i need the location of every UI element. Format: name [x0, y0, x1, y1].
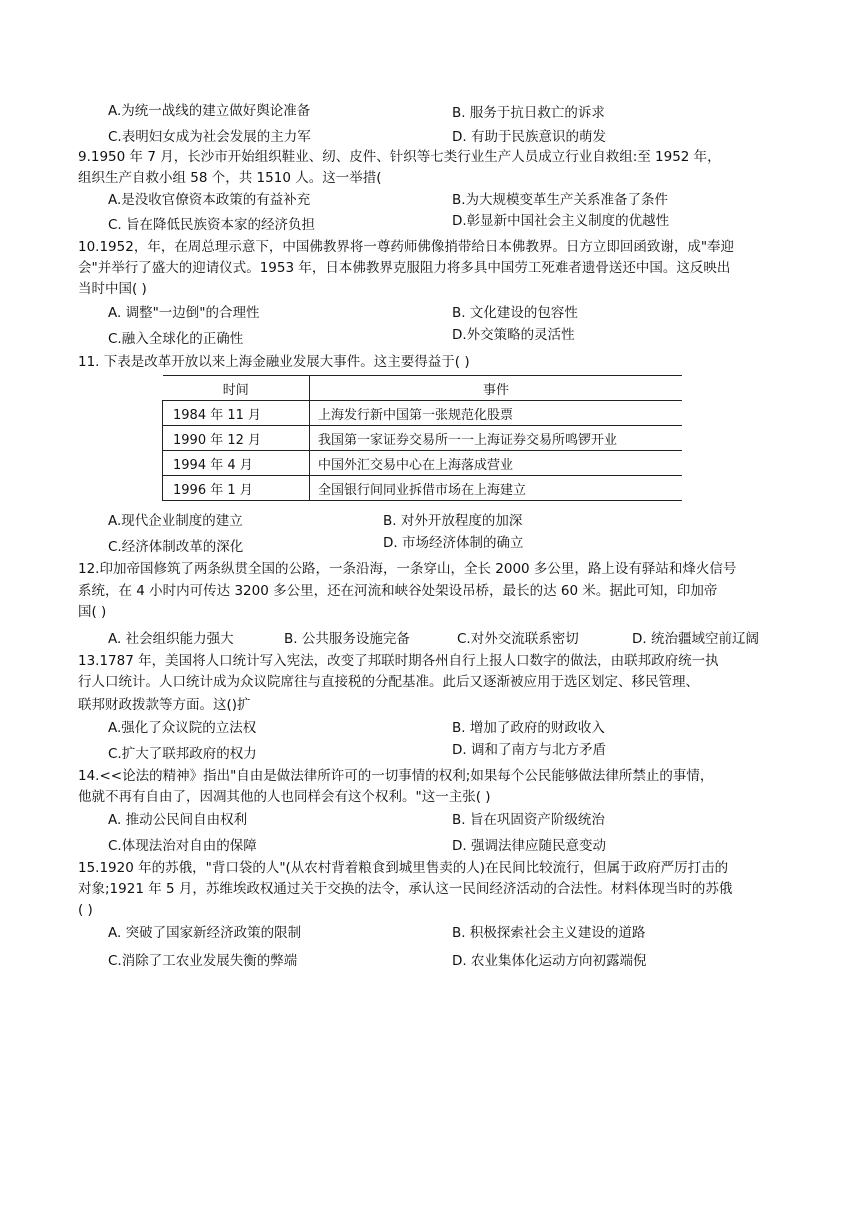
- table-cell-time: 1984 年 11 月: [163, 401, 310, 426]
- q12-option-b[interactable]: B. 公共服务设施完备: [284, 631, 410, 647]
- table-cell-time: 1994 年 4 月: [163, 451, 310, 476]
- q8-option-a[interactable]: A.为统一战线的建立做好舆论准备: [108, 103, 311, 119]
- table-cell-time: 1996 年 1 月: [163, 476, 310, 501]
- q8-option-d[interactable]: D. 有助于民族意识的萌发: [452, 129, 606, 145]
- q14-option-d[interactable]: D. 强调法律应随民意变动: [452, 838, 606, 854]
- q9-option-c[interactable]: C. 旨在降低民族资本家的经济负担: [108, 217, 316, 233]
- q13-stem-line-1: 13.1787 年，美国将人口统计写入宪法，改变了邦联时期各州自行上报人口数字的做法，由联邦政府统一执: [78, 653, 719, 669]
- table-header-time: 时间: [163, 376, 310, 401]
- table-cell-time: 1990 年 12 月: [163, 426, 310, 451]
- q14-stem-line-2: 他就不再有自由了，因凋其他的人也同样会有这个权利。"这一主张( ): [78, 789, 491, 805]
- q15-option-a[interactable]: A. 突破了国家新经济政策的限制: [108, 925, 302, 941]
- q13-option-b[interactable]: B. 增加了政府的财政收入: [452, 720, 605, 736]
- q13-option-a[interactable]: A.强化了众议院的立法权: [108, 720, 257, 736]
- q15-stem-line-3: ( ): [78, 902, 93, 918]
- q9-option-b[interactable]: B.为大规模变革生产关系准备了条件: [452, 192, 669, 208]
- q10-option-a[interactable]: A. 调整"一边倒"的合理性: [108, 305, 260, 321]
- q13-stem-line-3: 联邦财政拨款等方面。这()扩: [78, 697, 251, 713]
- q11-events-table: [162, 375, 682, 501]
- q14-option-b[interactable]: B. 旨在巩固资产阶级统治: [452, 812, 605, 828]
- q9-option-d[interactable]: D.彰显新中国社会主义制度的优越性: [452, 213, 670, 229]
- q15-stem-line-1: 15.1920 年的苏俄，"背口袋的人"(从农村背着粮食到城里售卖的人)在民间比较流行，但属于政府严厉打击的: [78, 860, 729, 876]
- q14-option-a[interactable]: A. 推动公民间自由权利: [108, 812, 248, 828]
- table-header-event: 事件: [310, 376, 683, 401]
- q9-option-a[interactable]: A.是没收官僚资本政策的有益补充: [108, 192, 311, 208]
- table-header-row: [163, 376, 683, 401]
- table-cell-event: 我国第一家证券交易所一一上海证券交易所鸣锣开业: [310, 426, 683, 451]
- q13-option-c[interactable]: C.扩大了联邦政府的权力: [108, 746, 257, 762]
- q10-option-b[interactable]: B. 文化建设的包容性: [452, 305, 578, 321]
- q13-stem-line-2: 行人口统计。人口统计成为众议院席往与直接税的分配基准。此后又逐渐被应用于选区划定、移民管理、: [78, 674, 699, 690]
- q10-stem-line-1: 10.1952，年，在周总理示意下，中国佛教界将一尊药师佛像捎带给日本佛教界。日方立即回函致谢，成"奉迎: [78, 239, 735, 255]
- q12-option-a[interactable]: A. 社会组织能力强大: [108, 631, 234, 647]
- table-row: [163, 426, 683, 451]
- q11-option-c[interactable]: C.经济体制改革的深化: [108, 539, 244, 555]
- q12-option-c[interactable]: C.对外交流联系密切: [457, 631, 579, 647]
- q15-option-c[interactable]: C.消除了工农业发展失衡的弊端: [108, 953, 298, 969]
- q10-stem-line-3: 当时中国( ): [78, 281, 147, 297]
- q9-stem-line-2: 组织生产自救小组 58 个，共 1510 人。这一举措(: [78, 170, 382, 186]
- q14-option-c[interactable]: C.体现法治对自由的保障: [108, 838, 257, 854]
- table-cell-event: 全国银行间同业拆借市场在上海建立: [310, 476, 683, 501]
- q12-option-d[interactable]: D. 统治疆域空前辽阔: [632, 631, 759, 647]
- q13-option-d[interactable]: D. 调和了南方与北方矛盾: [452, 742, 606, 758]
- q10-option-c[interactable]: C.融入全球化的正确性: [108, 331, 244, 347]
- q11-option-a[interactable]: A.现代企业制度的建立: [108, 513, 243, 529]
- q10-option-d[interactable]: D.外交策略的灵活性: [452, 327, 575, 343]
- q11-stem: 11. 下表是改革开放以来上海金融业发展大事件。这主要得益于( ): [78, 354, 470, 370]
- q11-option-b[interactable]: B. 对外开放程度的加深: [383, 513, 523, 529]
- q12-stem-line-2: 系统，在 4 小时内可传达 3200 多公里，还在河流和峡谷处架设吊桥，最长的达 60 米。据此可知，印加帝: [78, 583, 718, 599]
- q12-stem-line-3: 国( ): [78, 604, 107, 620]
- q10-stem-line-2: 会"并举行了盛大的迎请仪式。1953 年，日本佛教界克服阻力将多具中国劳工死难者遗骨送还中国。这反映出: [78, 260, 731, 276]
- table-row: [163, 401, 683, 426]
- q15-option-d[interactable]: D. 农业集体化运动方向初露端倪: [452, 953, 647, 969]
- q9-stem-line-1: 9.1950 年 7 月，长沙市开始组织鞋业、纫、皮件、针织等七类行业生产人员成立行业自救组:至 1952 年，: [78, 149, 721, 165]
- table-cell-event: 上海发行新中国第一张规范化股票: [310, 401, 683, 426]
- q14-stem-line-1: 14.<<论法的精神》指出"自由是做法律所许可的一切事情的权利;如果每个公民能够做法律所禁止的事情，: [78, 768, 714, 784]
- q15-stem-line-2: 对象;1921 年 5 月，苏维埃政权通过关于交换的法令，承认这一民间经济活动的合法性。材料体现当时的苏俄: [78, 881, 733, 897]
- q8-option-c[interactable]: C.表明妇女成为社会发展的主力军: [108, 129, 311, 145]
- q15-option-b[interactable]: B. 积极探索社会主义建设的道路: [452, 925, 646, 941]
- q8-option-b[interactable]: B. 服务于抗日救亡的诉求: [452, 105, 605, 121]
- table-cell-event: 中国外汇交易中心在上海落成营业: [310, 451, 683, 476]
- q11-option-d[interactable]: D. 市场经济体制的确立: [383, 535, 524, 551]
- table-row: [163, 476, 683, 501]
- table-row: [163, 451, 683, 476]
- q12-stem-line-1: 12.印加帝国修筑了两条纵贯全国的公路，一条沿海，一条穿山，全长 2000 多公里，路上设有驿站和烽火信号: [78, 561, 737, 577]
